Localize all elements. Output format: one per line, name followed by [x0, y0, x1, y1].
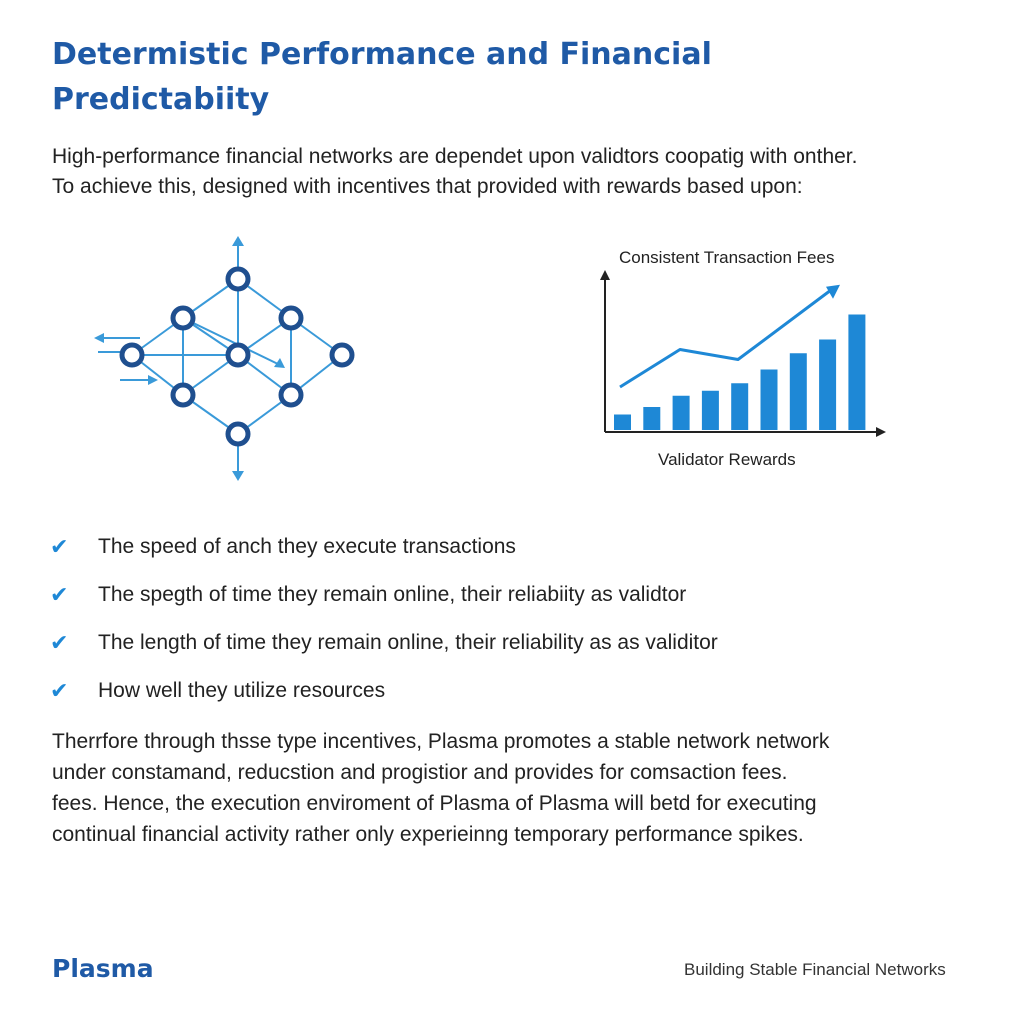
network-node — [228, 424, 248, 444]
list-item — [50, 667, 718, 715]
chart-bar — [673, 396, 690, 430]
list-item — [50, 523, 718, 571]
check-icon: ✔ — [50, 678, 69, 704]
network-node — [173, 308, 193, 328]
chart-bar — [643, 407, 660, 430]
chart-bar — [731, 383, 748, 430]
list-item — [50, 619, 718, 667]
list-item — [50, 571, 718, 619]
network-node — [281, 308, 301, 328]
chart-title: Consistent Transaction Fees — [619, 248, 835, 267]
chart-bar — [761, 370, 778, 431]
intro-line: To achieve this, designed with incentives that provided with rewards based upon: — [52, 175, 803, 198]
network-node — [228, 345, 248, 365]
brand-logo: Plasma — [52, 954, 154, 983]
conclusion-line: continual financial activity rather only experieinng temporary performance spikes. — [52, 823, 804, 846]
network-diagram — [80, 230, 380, 490]
footer-tagline: Building Stable Financial Networks — [684, 960, 946, 979]
y-axis-arrow — [600, 270, 610, 280]
chart-bar — [790, 353, 807, 430]
chart-bar — [702, 391, 719, 430]
chart-bar — [819, 340, 836, 431]
network-node — [332, 345, 352, 365]
criteria-list — [50, 523, 718, 715]
x-axis-arrow — [876, 427, 886, 437]
intro-paragraph — [52, 142, 992, 202]
list-item-text: The spegth of time they remain online, their reliabiity as validtor — [98, 583, 687, 606]
page-title: Determistic Performance and Financial Predictabiity — [52, 37, 712, 117]
network-node — [173, 385, 193, 405]
chart-x-axis-label: Validator Rewards — [658, 450, 796, 469]
check-icon: ✔ — [50, 582, 69, 608]
intro-line: High-performance financial networks are dependet upon validtors coopatig with onther. — [52, 145, 858, 168]
list-item-text: The speed of anch they execute transactions — [98, 535, 516, 558]
conclusion-line: fees. Hence, the execution enviroment of Plasma of Plasma will betd for executing — [52, 792, 817, 815]
conclusion-line: under constamand, reducstion and progistior and provides for comsaction fees. — [52, 761, 788, 784]
list-item-text: The length of time they remain online, their reliability as as validitor — [98, 631, 718, 654]
conclusion-paragraph — [52, 726, 992, 850]
list-item-text: How well they utilize resources — [98, 679, 386, 702]
conclusion-line: Therrfore through thsse type incentives, Plasma promotes a stable network network — [52, 730, 830, 753]
network-node — [281, 385, 301, 405]
network-node — [122, 345, 142, 365]
chart-bar — [848, 315, 865, 431]
bar-chart — [590, 240, 900, 480]
check-icon: ✔ — [50, 534, 69, 560]
chart-bar — [614, 415, 631, 431]
check-icon: ✔ — [50, 630, 69, 656]
network-node — [228, 269, 248, 289]
